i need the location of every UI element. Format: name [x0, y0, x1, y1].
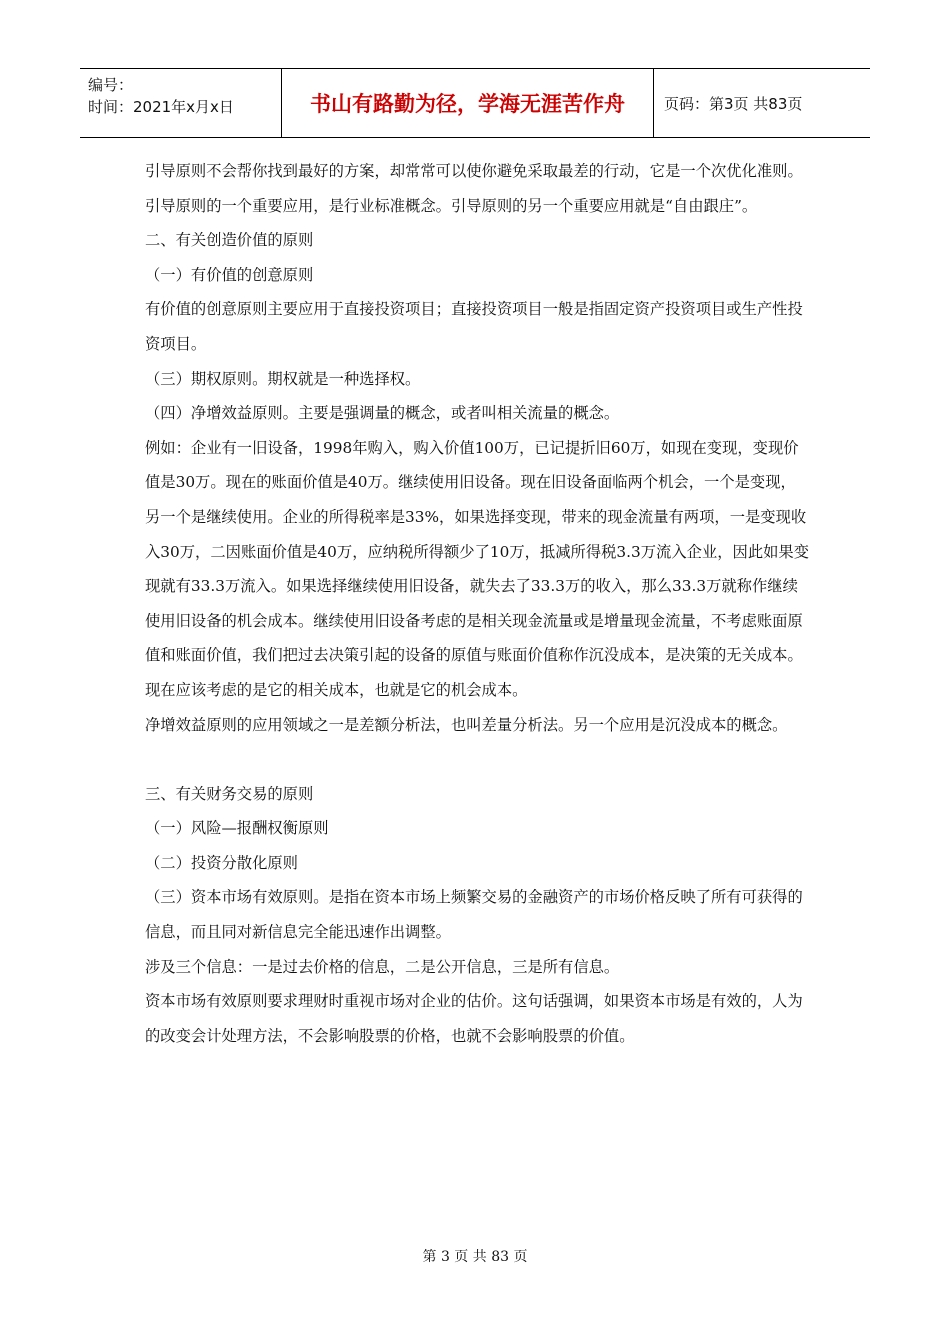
document-time-label: 时间：2021年x月x日	[88, 98, 234, 116]
paragraph: （三）期权原则。期权就是一种选择权。	[145, 369, 421, 388]
header-meta	[80, 69, 281, 137]
paragraph: 资本市场有效原则要求理财时重视市场对企业的估价。这句话强调，如果资本市场是有效的，人为的改变会计处理方法，不会影响股票的价格，也就不会影响股票的价值。	[145, 992, 803, 1045]
page-header	[80, 68, 870, 138]
subsection-heading: （二）投资分散化原则	[145, 853, 298, 872]
paragraph: 净增效益原则的应用领域之一是差额分析法，也叫差量分析法。另一个应用是沉没成本的概念。	[145, 715, 788, 734]
blank-line	[145, 742, 810, 777]
paragraph: 引导原则的一个重要应用，是行业标准概念。引导原则的另一个重要应用就是“自由跟庄”。	[145, 196, 758, 215]
paragraph: 有价值的创意原则主要应用于直接投资项目；直接投资项目一般是指固定资产投资项目或生产性投资项目。	[145, 300, 803, 353]
paragraph: （三）资本市场有效原则。是指在资本市场上频繁交易的金融资产的市场价格反映了所有可获得的信息，而且同对新信息完全能迅速作出调整。	[145, 888, 803, 942]
paragraph: 例如：企业有一旧设备，1998年购入，购入价值100万，已记提折旧60万，如现在变现，变现价值是30万。现在的账面价值是40万。继续使用旧设备。现在旧设备面临两个机会，一个是变现，另一个是继续使用。企业的所得税率是33%，如果选择变现，带来的现金流量有两项，一是变现收入30万，二因账面价值是40万，应纳税所得额少了10万，抵减所得税3.3万流入企业，因此如果变现就有33.3万流入。如果选择继续使用旧设备，就失去了33.3万的收入，那么33.3万就称作继续使用旧设备的机会成本。继续使用旧设备考虑的是相关现金流量或是增量现金流量，不考虑账面原值和账面价值，我们把过去决策引起的设备的原值与账面价值称作沉没成本，是决策的无关成本。现在应该考虑的是它的相关成本，也就是它的机会成本。	[145, 438, 810, 699]
document-number-label: 编号：	[88, 76, 134, 94]
section-heading: 三、有关财务交易的原则	[145, 784, 314, 803]
page-footer: 第 3 页 共 83 页	[422, 1249, 528, 1265]
paragraph: 涉及三个信息：一是过去价格的信息，二是公开信息，三是所有信息。	[145, 957, 620, 976]
paragraph: （四）净增效益原则。主要是强调量的概念，或者叫相关流量的概念。	[145, 404, 620, 423]
paragraph: 引导原则不会帮你找到最好的方案，却常常可以使你避免采取最差的行动，它是一个次优化准则。	[145, 162, 803, 180]
document-body	[145, 154, 810, 1053]
section-heading: 二、有关创造价值的原则	[145, 231, 314, 250]
header-motto: 书山有路勤为径，学海无涯苦作舟	[281, 69, 654, 137]
subsection-heading: （一）有价值的创意原则	[145, 265, 314, 284]
header-page-info: 页码：第3页 共83页	[664, 94, 803, 113]
subsection-heading: （一）风险—报酬权衡原则	[145, 819, 329, 838]
